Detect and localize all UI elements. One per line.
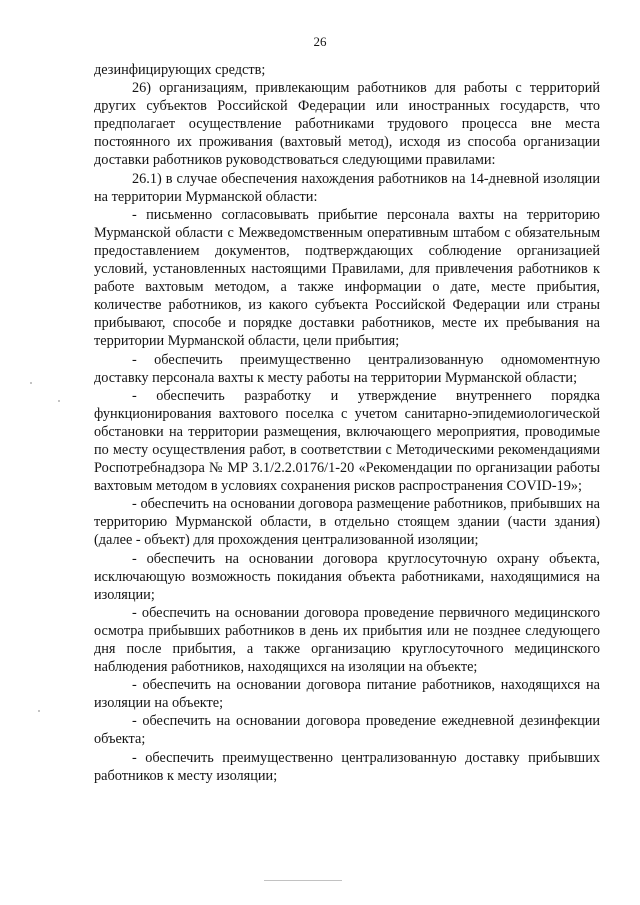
footer-line	[264, 880, 342, 881]
paragraph-item-26: 26) организациям, привлекающим работников для работы с территорий других субъектов Российской Федерации или иностранных государств, что предполагает осуществление работниками трудового процесса вне места постоянного их проживания (вахтовый метод), исходя из способа организации доставки работников руководствоваться следующими правилами:	[94, 80, 600, 169]
page-number: 26	[313, 34, 327, 49]
paragraph-bullet-centralized-delivery: - обеспечить преимущественно централизованную одномоментную доставку персонала вахты к месту работы на территории Мурманской области;	[94, 351, 600, 386]
paragraph-bullet-medical-exam: - обеспечить на основании договора проведение первичного медицинского осмотра прибывших работников в день их прибытия или не позднее следующего дня после прибытия, а также организацию круглосуточного медицинского наблюдения работников, находящихся на изоляции на объекте;	[94, 604, 600, 676]
paragraph-item-26-1: 26.1) в случае обеспечения нахождения работников на 14-дневной изоляции на территории Мурманской области:	[94, 170, 600, 205]
scan-speck	[30, 382, 32, 384]
scan-speck	[58, 400, 60, 402]
paragraph-bullet-accommodation: - обеспечить на основании договора размещение работников, прибывших на территорию Мурманской области, в отдельно стоящем здании (части здания) (далее - объект) для прохождения централизованной изоляции;	[94, 496, 600, 549]
paragraph-bullet-delivery-to-isolation: - обеспечить преимущественно централизованную доставку прибывших работников к месту изоляции;	[94, 749, 600, 784]
scan-speck	[38, 710, 40, 712]
paragraph-bullet-security: - обеспечить на основании договора круглосуточную охрану объекта, исключающую возможность покидания объекта работниками, находящимися на изоляции;	[94, 550, 600, 603]
paragraph-bullet-internal-procedure: - обеспечить разработку и утверждение внутреннего порядка функционирования вахтового поселка с учетом санитарно-эпидемиологической обстановки на территории размещения, включающего мероприятия, проводимые по месту осуществления работ, в соответствии с Методическими рекомендациями Роспотребнадзора № МР 3.1/2.2.0176/1-20 «Рекомендации по организации работы вахтовым методом в условиях сохранения рисков распространения COVID-19»;	[94, 387, 600, 495]
paragraph-bullet-meals: - обеспечить на основании договора питание работников, находящихся на изоляции на объекте;	[94, 677, 600, 712]
paragraph-bullet-disinfection: - обеспечить на основании договора проведение ежедневной дезинфекции объекта;	[94, 713, 600, 748]
paragraph-bullet-coordinate-arrival: - письменно согласовывать прибытие персонала вахты на территорию Мурманской области с Межведомственным оперативным штабом с обязательным предоставлением документов, подтверждающих соблюдение организацией условий, установленных настоящими Правилами, для привлечения работников к работе вахтовым методом, а также информации о дате, месте прибытия, количестве работников, из какого субъекта Российской Федерации или страны прибывают, способе и порядке доставки работников, месте их пребывания на территории Мурманской области, цели прибытия;	[94, 206, 600, 350]
document-body	[94, 61, 600, 785]
paragraph-continuation: дезинфицирующих средств;	[94, 62, 266, 78]
